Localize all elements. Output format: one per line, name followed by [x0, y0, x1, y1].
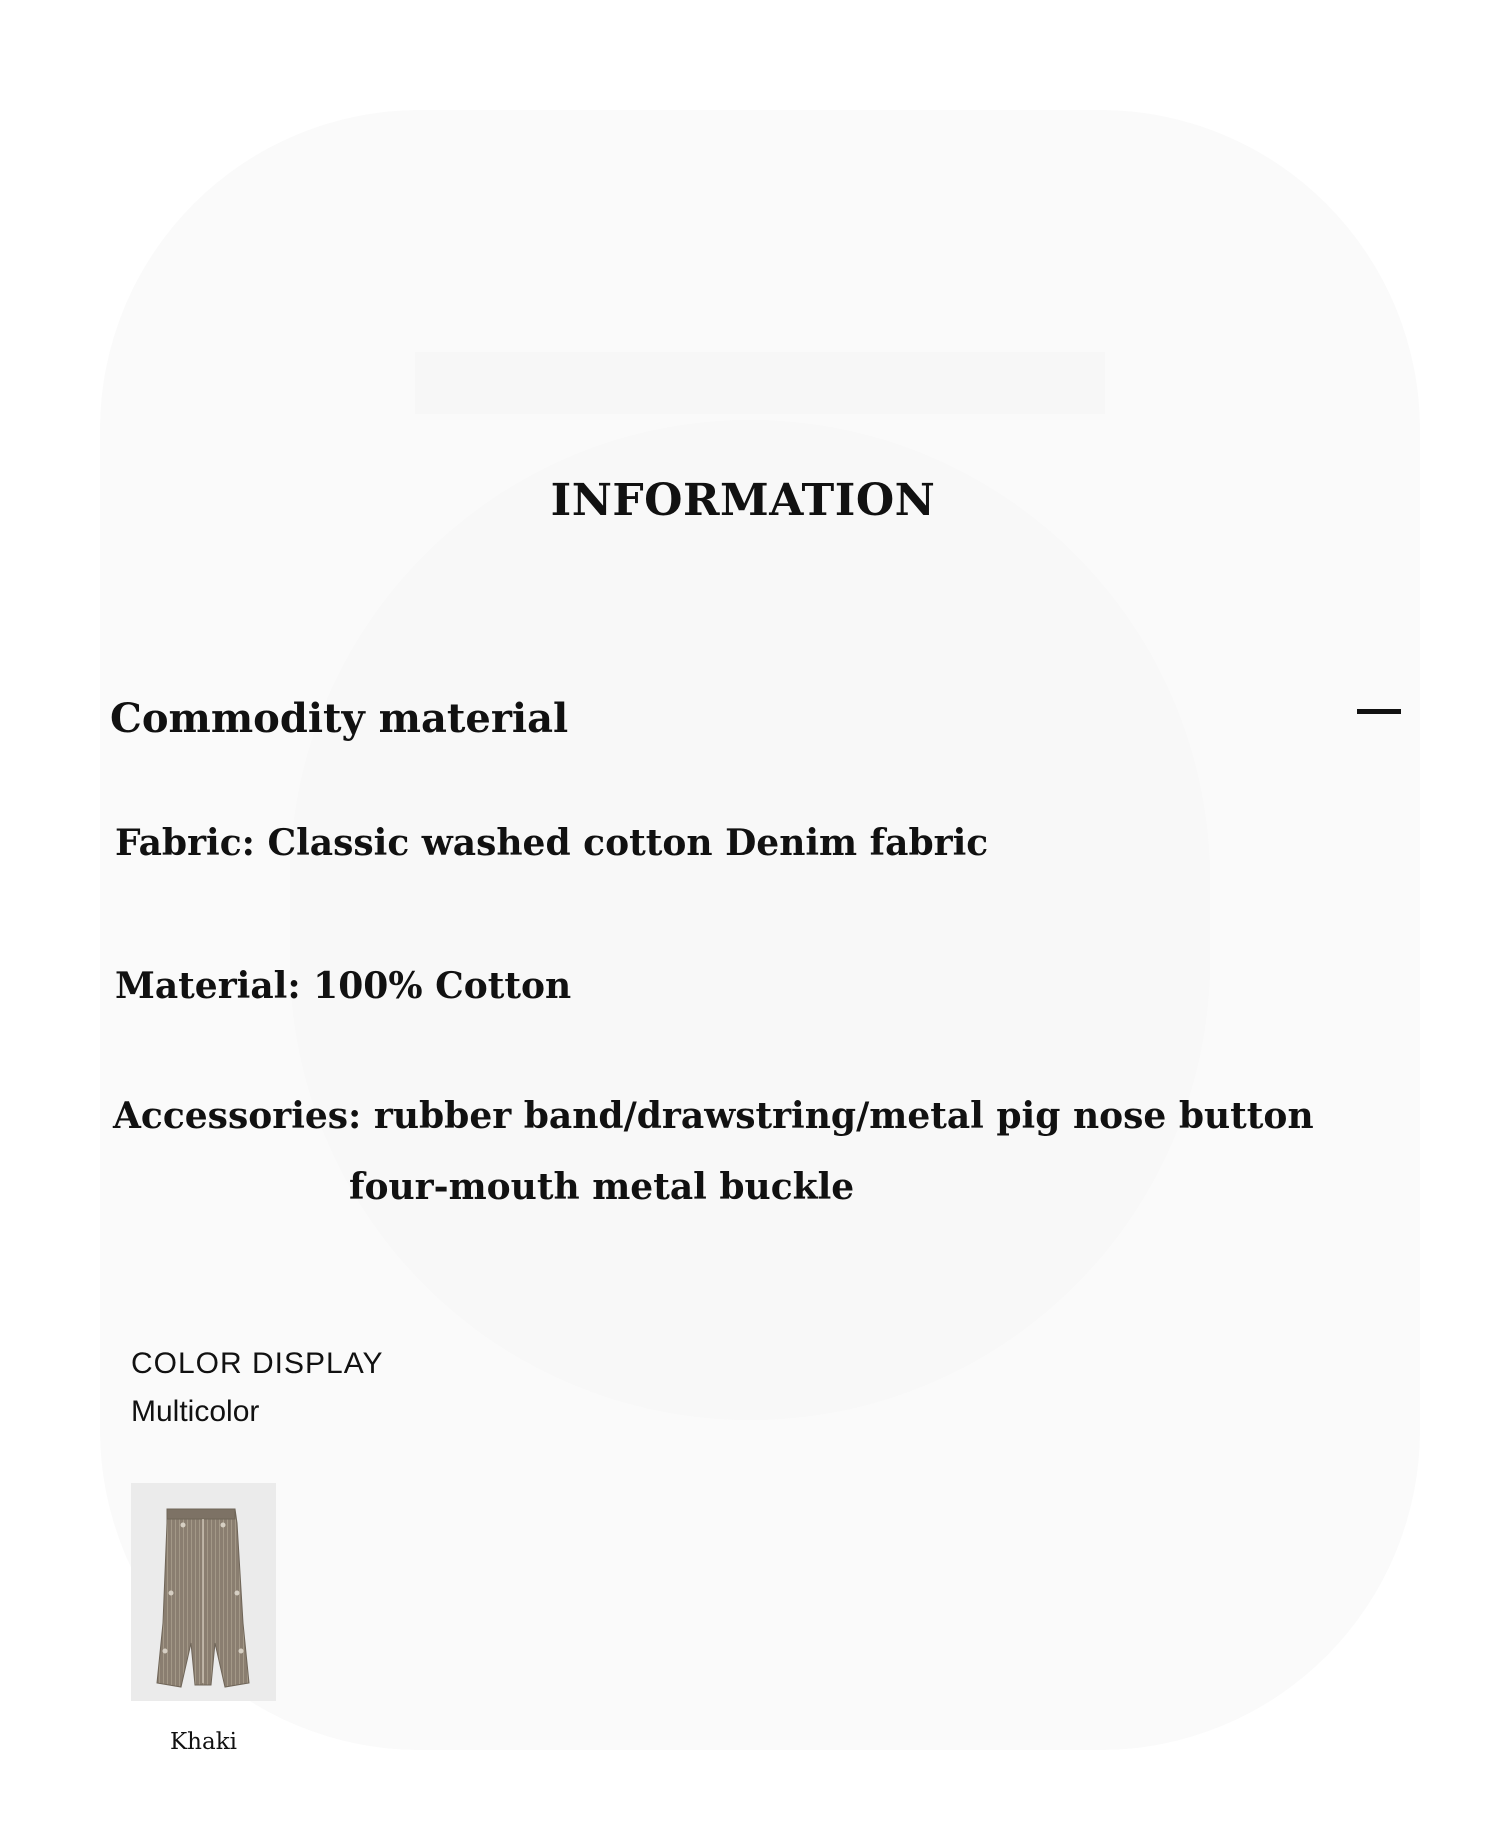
fabric-text: Fabric: Classic washed cotton Denim fabric	[115, 822, 989, 864]
material-text: Material: 100% Cotton	[115, 965, 572, 1007]
collapse-toggle-button[interactable]	[1355, 697, 1405, 727]
minus-icon	[1357, 709, 1401, 714]
swatch-label-khaki: Khaki	[169, 1729, 237, 1755]
color-swatch-khaki[interactable]	[131, 1483, 276, 1701]
color-display-heading: COLOR DISPLAY	[131, 1347, 384, 1380]
page-title: INFORMATION	[550, 475, 936, 526]
section-heading-commodity-material: Commodity material	[110, 695, 569, 742]
color-display-subheading: Multicolor	[131, 1395, 260, 1428]
accessories-text-continued: four-mouth metal buckle	[349, 1166, 855, 1208]
khaki-skirt-image	[131, 1483, 276, 1701]
accessories-text: Accessories: rubber band/drawstring/metal pig nose button	[113, 1095, 1314, 1137]
watermark-bar	[415, 352, 1105, 414]
watermark-shape	[290, 420, 1210, 1420]
